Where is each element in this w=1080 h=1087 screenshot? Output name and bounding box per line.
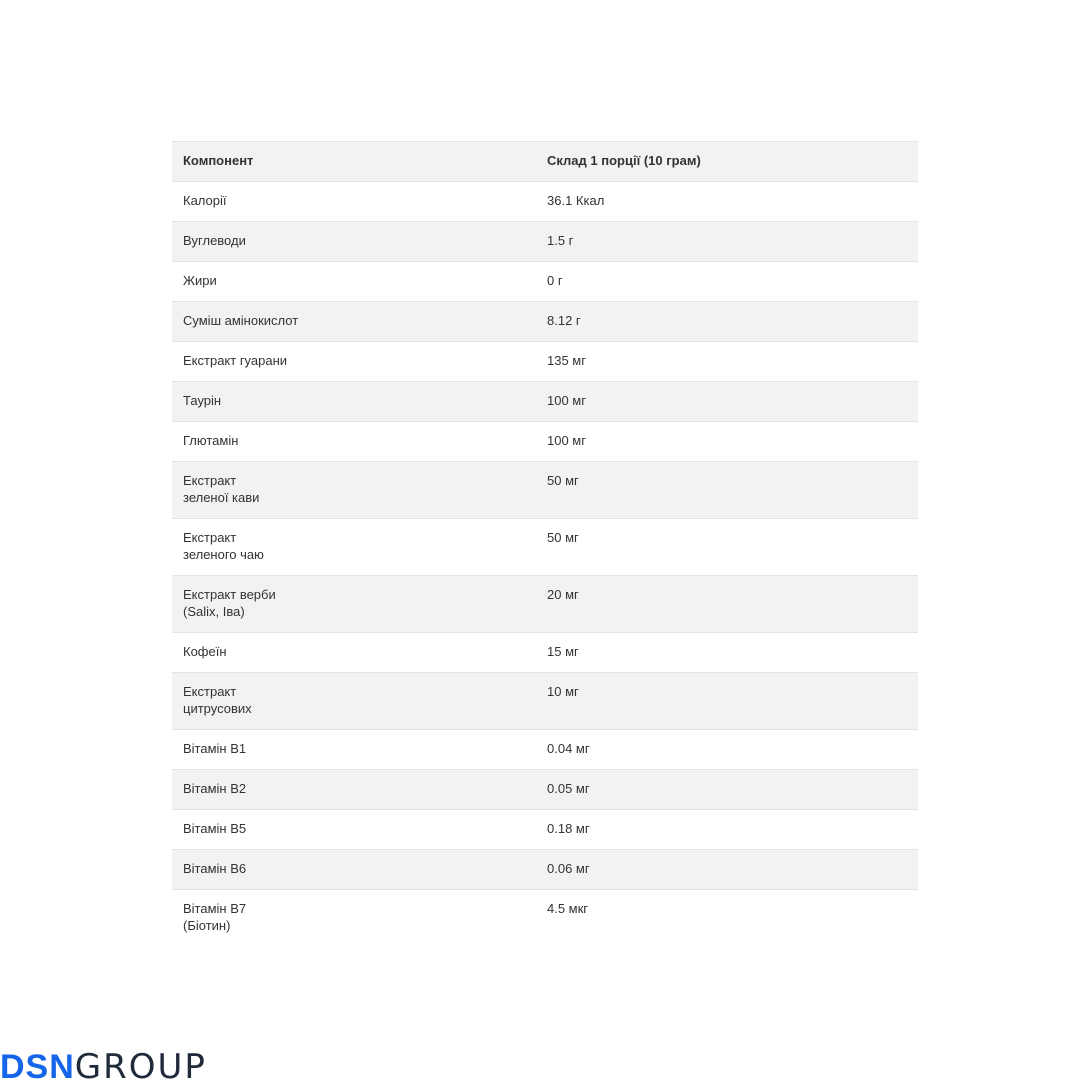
amount-cell: 0.06 мг <box>547 861 590 876</box>
table-row <box>172 673 918 730</box>
amount-cell: 1.5 г <box>547 233 574 248</box>
amount-cell: 15 мг <box>547 644 579 659</box>
amount-cell: 4.5 мкг <box>547 901 589 916</box>
amount-cell: 135 мг <box>547 353 586 368</box>
amount-cell: 100 мг <box>547 393 586 408</box>
table-row <box>172 576 918 633</box>
table-row <box>172 770 918 810</box>
nutrition-table <box>172 141 918 947</box>
table-row <box>172 382 918 422</box>
logo-group: GROUP <box>74 1047 207 1087</box>
component-cell: Екстракт верби (Salix, Іва) <box>183 587 276 619</box>
component-cell: Вітамін В5 <box>183 821 247 836</box>
amount-cell: 0.05 мг <box>547 781 590 796</box>
amount-cell: 10 мг <box>547 684 579 699</box>
table-row <box>172 519 918 576</box>
amount-cell: 50 мг <box>547 473 579 488</box>
amount-cell: 50 мг <box>547 530 579 545</box>
table-row <box>172 462 918 519</box>
table-row <box>172 633 918 673</box>
component-cell: Кофеїн <box>183 644 227 659</box>
component-cell: Екстракт гуарани <box>183 353 288 368</box>
dsngroup-logo <box>0 1047 207 1087</box>
component-cell: Вітамін В1 <box>183 741 247 756</box>
component-cell: Таурін <box>183 393 222 408</box>
component-cell: Вітамін В7 (Біотин) <box>183 901 247 933</box>
component-cell: Вуглеводи <box>183 233 246 248</box>
table-row <box>172 342 918 382</box>
table-row <box>172 422 918 462</box>
header-serving: Склад 1 порції (10 грам) <box>547 153 701 168</box>
amount-cell: 100 мг <box>547 433 586 448</box>
table-row <box>172 262 918 302</box>
header-component: Компонент <box>183 153 254 168</box>
component-cell: Екстракт зеленої кави <box>183 473 260 505</box>
table-header-row <box>172 142 918 182</box>
logo-dsn: DSN <box>0 1048 75 1086</box>
component-cell: Жири <box>183 273 217 288</box>
component-cell: Вітамін В2 <box>183 781 247 796</box>
amount-cell: 0.18 мг <box>547 821 590 836</box>
table-row <box>172 182 918 222</box>
table-row <box>172 850 918 890</box>
component-cell: Глютамін <box>183 433 239 448</box>
table-row <box>172 302 918 342</box>
component-cell: Калорії <box>183 193 227 208</box>
amount-cell: 0 г <box>547 273 563 288</box>
amount-cell: 20 мг <box>547 587 579 602</box>
table-row <box>172 222 918 262</box>
amount-cell: 36.1 Ккал <box>547 193 605 208</box>
component-cell: Екстракт цитрусових <box>183 684 252 716</box>
table-row <box>172 890 918 947</box>
amount-cell: 8.12 г <box>547 313 581 328</box>
component-cell: Екстракт зеленого чаю <box>183 530 264 562</box>
table-row <box>172 810 918 850</box>
table-row <box>172 730 918 770</box>
amount-cell: 0.04 мг <box>547 741 590 756</box>
component-cell: Вітамін В6 <box>183 861 247 876</box>
component-cell: Суміш амінокислот <box>183 313 299 328</box>
